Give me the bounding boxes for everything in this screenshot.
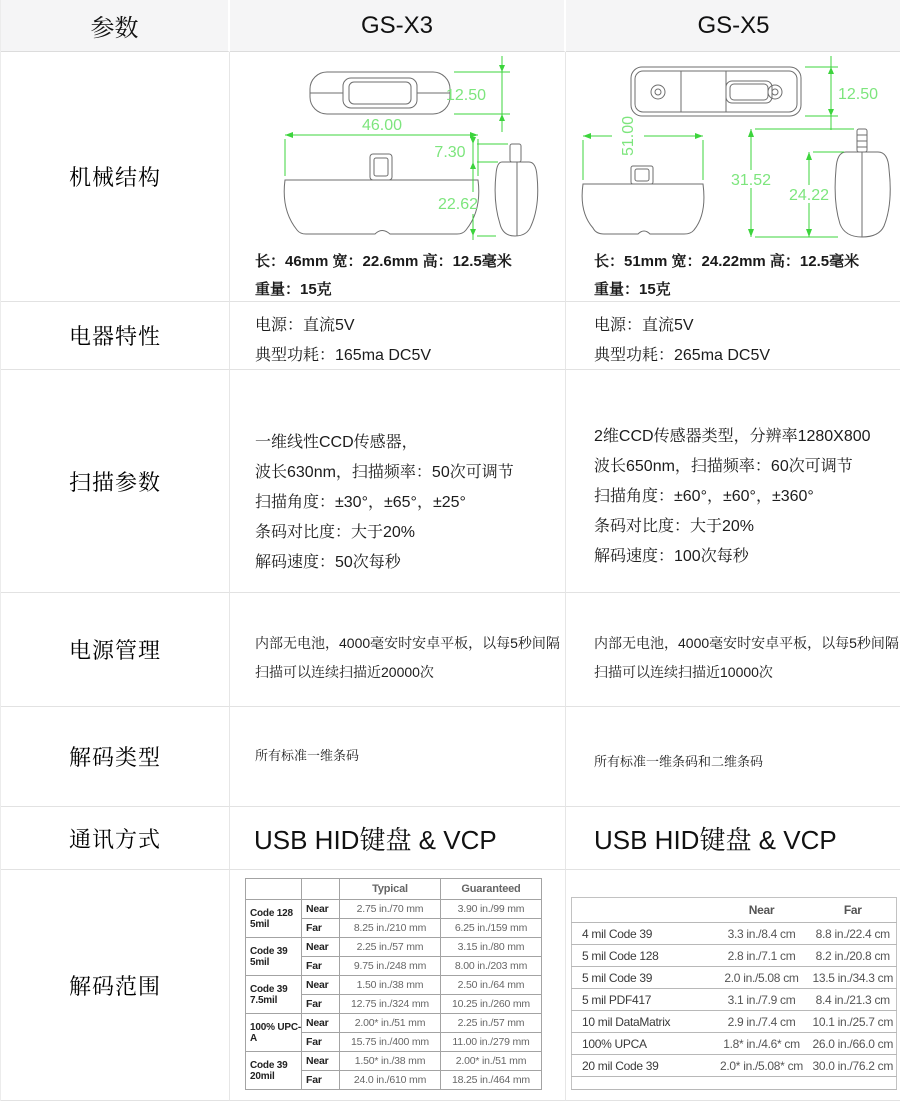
near-label: Near <box>302 1014 340 1033</box>
x5-far-value: 8.4 in./21.3 cm <box>815 992 890 1007</box>
x5-far-value: 8.2 in./20.8 cm <box>815 948 890 963</box>
x5-near-value: 2.0 in./5.08 cm <box>724 970 799 985</box>
row-label-mechanical <box>1 52 230 302</box>
x5-near-value: 1.8* in./4.6* cm <box>723 1036 800 1051</box>
communication-x3-cell <box>230 807 566 870</box>
x3-range-value: 2.75 in./70 mm <box>340 900 441 919</box>
x5-near-value: 2.0* in./5.08* cm <box>720 1058 803 1073</box>
row-label-decode-type <box>1 707 230 807</box>
x5-range-row <box>572 1055 897 1077</box>
x3-range-value: 9.75 in./248 mm <box>340 957 441 976</box>
near-label: Near <box>302 900 340 919</box>
x3-decode-speed-line: 解码速度：50次每秒 <box>255 554 401 571</box>
x5-side-view <box>835 129 890 237</box>
x3-dim-height-value: 12.50 <box>445 87 487 104</box>
scanning-x3-cell <box>230 370 566 593</box>
decode-type-x3-cell <box>230 707 566 807</box>
x5-top-view <box>631 67 801 116</box>
header-gs-x5 <box>566 0 900 52</box>
near-label: Near <box>302 1052 340 1071</box>
header-param-label: 参数 <box>90 15 139 42</box>
x5-battery-line-1: 内部无电池，4000毫安时安卓平板，以每5秒间隔 <box>594 635 899 651</box>
x5-range-row <box>572 923 897 945</box>
far-label: Far <box>302 995 340 1014</box>
x5-far-value: 30.0 in./76.2 cm <box>812 1058 894 1073</box>
x5-power-consumption: 典型功耗：265ma DC5V <box>594 347 771 364</box>
x3-range-row <box>246 900 542 919</box>
x3-range-value: 15.75 in./400 mm <box>340 1033 441 1052</box>
x3-range-value: 18.25 in./464 mm <box>441 1071 542 1090</box>
x3-col-guaranteed: Guaranteed <box>441 879 542 900</box>
x3-code-label: 100% UPC-A <box>246 1014 302 1052</box>
decode-range-label-text: 解码范围 <box>68 973 161 999</box>
x5-power-source: 电源：直流5V <box>594 317 694 334</box>
x5-range-row <box>572 1011 897 1033</box>
x3-code-label: Code 128 5mil <box>246 900 302 938</box>
x5-near-value: 3.3 in./8.4 cm <box>727 926 796 941</box>
x5-sensor-line: 2维CCD传感器类型，分辨率1280X800 <box>594 428 871 445</box>
x5-code-label: 4 mil Code 39 <box>582 926 653 941</box>
x5-range-row <box>572 967 897 989</box>
spacer-cell <box>714 1077 810 1090</box>
communication-x5-cell <box>566 807 900 870</box>
x5-range-row <box>572 989 897 1011</box>
x5-dim-length-value: 51.00 <box>620 115 637 157</box>
x3-sensor-line: 一维线性CCD传感器， <box>255 434 418 451</box>
x5-dim-length <box>583 116 703 180</box>
header-gs-x5-label: GS-X5 <box>697 11 770 39</box>
x5-range-row <box>572 945 897 967</box>
x5-dimensions-text <box>594 248 859 304</box>
row-label-scanning <box>1 370 230 593</box>
x3-range-header-row <box>246 879 542 900</box>
spacer-cell <box>810 1077 897 1090</box>
x3-decode-range-table <box>245 878 542 1090</box>
x3-range-value: 2.25 in./57 mm <box>340 938 441 957</box>
mechanical-x3-cell <box>230 52 566 302</box>
x3-range-value: 10.25 in./260 mm <box>441 995 542 1014</box>
x5-code-label: 20 mil Code 39 <box>582 1058 659 1073</box>
x3-range-value: 2.00* in./51 mm <box>441 1052 542 1071</box>
x5-decode-type-text: 所有标准一维条码和二维条码 <box>594 754 764 769</box>
scanning-x5-cell <box>566 370 900 593</box>
x3-dim-body-value: 22.62 <box>437 196 479 213</box>
x3-battery-line-1: 内部无电池，4000毫安时安卓平板，以每5秒间隔 <box>255 635 560 651</box>
x3-code-label: Code 39 7.5mil <box>246 976 302 1014</box>
near-label: Near <box>302 938 340 957</box>
x5-far-value: 26.0 in./66.0 cm <box>812 1036 894 1051</box>
x5-range-filler-row <box>572 1077 897 1090</box>
x5-near-value: 2.9 in./7.4 cm <box>727 1014 796 1029</box>
x5-scan-angle-line: 扫描角度：±60°，±60°，±360° <box>594 488 814 505</box>
x3-range-value: 3.90 in./99 mm <box>441 900 542 919</box>
decode-range-x5-cell <box>566 870 900 1101</box>
power-x3-cell <box>230 593 566 707</box>
x3-top-view <box>310 72 450 114</box>
x3-code-label: Code 39 20mil <box>246 1052 302 1090</box>
x5-mechanical-drawing <box>566 54 900 249</box>
row-label-communication <box>1 807 230 870</box>
mechanical-x5-cell <box>566 52 900 302</box>
row-label-power <box>1 593 230 707</box>
x3-range-value: 12.75 in./324 mm <box>340 995 441 1014</box>
x5-code-label: 5 mil PDF417 <box>582 992 652 1007</box>
x3-power-consumption: 典型功耗：165ma DC5V <box>255 347 432 364</box>
x3-front-view <box>284 154 479 234</box>
x3-scan-angle-line: 扫描角度：±30°，±65°，±25° <box>255 494 466 511</box>
x3-range-value: 1.50 in./38 mm <box>340 976 441 995</box>
x5-code-label: 10 mil DataMatrix <box>582 1014 671 1029</box>
decode-range-x3-cell <box>230 870 566 1101</box>
x5-dim-height <box>805 56 878 130</box>
x3-range-row <box>246 976 542 995</box>
x5-range-header-row <box>572 898 897 923</box>
x5-interface-text: USB HID键盘 & VCP <box>594 824 837 855</box>
x5-range-row <box>572 1033 897 1055</box>
x5-dim-total-value: 31.52 <box>730 172 772 189</box>
x5-front-view <box>582 166 704 234</box>
x3-col-typical: Typical <box>340 879 441 900</box>
x5-far-value: 13.5 in./34.3 cm <box>812 970 894 985</box>
x3-code-label: Code 39 5mil <box>246 938 302 976</box>
x5-far-value: 8.8 in./22.4 cm <box>815 926 890 941</box>
far-label: Far <box>302 919 340 938</box>
x3-size-line: 长：46mm 宽：22.6mm 高：12.5毫米 <box>255 253 512 270</box>
decode-type-label-text: 解码类型 <box>68 745 161 770</box>
x3-range-value: 11.00 in./279 mm <box>441 1033 542 1052</box>
x3-dim-height <box>446 56 510 132</box>
far-label: Far <box>302 1071 340 1090</box>
far-label: Far <box>302 957 340 976</box>
x5-code-label: 5 mil Code 39 <box>582 970 653 985</box>
spacer-cell <box>302 879 340 900</box>
mechanical-label-text: 机械结构 <box>68 165 161 190</box>
x5-size-line: 长：51mm 宽：24.22mm 高：12.5毫米 <box>594 253 860 270</box>
x3-contrast-line: 条码对比度：大于20% <box>255 524 416 541</box>
x5-wavelength-line: 波长650nm，扫描频率：60次可调节 <box>594 458 853 475</box>
x5-code-label: 100% UPCA <box>582 1036 647 1051</box>
x3-battery-line-2: 扫描可以连续扫描近20000次 <box>255 664 434 680</box>
x3-dim-plug-value: 7.30 <box>434 144 466 161</box>
x5-code-label: 5 mil Code 128 <box>582 948 659 963</box>
x5-battery-line-2: 扫描可以连续扫描近10000次 <box>594 664 773 680</box>
near-label: Near <box>302 976 340 995</box>
header-gs-x3 <box>230 0 566 52</box>
spacer-cell <box>246 879 302 900</box>
x5-far-value: 10.1 in./25.7 cm <box>812 1014 894 1029</box>
header-gs-x3-label: GS-X3 <box>360 11 434 39</box>
x3-range-value: 2.50 in./64 mm <box>441 976 542 995</box>
spacer-cell <box>572 1077 714 1090</box>
x5-weight-line: 重量：15克 <box>594 281 671 298</box>
scanning-label-text: 扫描参数 <box>68 469 161 495</box>
x3-range-value: 24.0 in./610 mm <box>340 1071 441 1090</box>
x5-col-near: Near <box>748 903 775 917</box>
x3-range-value: 3.15 in./80 mm <box>441 938 542 957</box>
x3-range-value: 8.25 in./210 mm <box>340 919 441 938</box>
x5-decode-range-table <box>571 897 897 1090</box>
x3-side-view <box>495 144 538 236</box>
x3-dimensions-text <box>255 248 512 304</box>
power-label-text: 电源管理 <box>68 638 161 663</box>
x5-near-value: 3.1 in./7.9 cm <box>727 992 796 1007</box>
x3-power-source: 电源：直流5V <box>255 317 355 334</box>
spacer-cell <box>572 898 714 923</box>
x5-dim-height-value: 12.50 <box>838 86 879 103</box>
x5-decode-speed-line: 解码速度：100次每秒 <box>594 548 749 565</box>
x3-wavelength-line: 波长630nm，扫描频率：50次可调节 <box>255 464 514 481</box>
row-label-electrical <box>1 302 230 370</box>
electrical-label-text: 电器特性 <box>68 324 161 349</box>
x3-range-row <box>246 1052 542 1071</box>
x5-col-far: Far <box>843 903 862 917</box>
x3-mechanical-drawing <box>230 54 566 249</box>
row-label-decode-range <box>1 870 230 1101</box>
far-label: Far <box>302 1033 340 1052</box>
power-x5-cell <box>566 593 900 707</box>
x5-dim-body-value: 24.22 <box>788 187 830 204</box>
x3-weight-line: 重量：15克 <box>255 281 332 298</box>
x5-near-value: 2.8 in./7.1 cm <box>727 948 796 963</box>
x3-range-row <box>246 1014 542 1033</box>
x3-dim-length-value: 46.00 <box>361 117 403 134</box>
decode-type-x5-cell <box>566 707 900 807</box>
x3-decode-type-text: 所有标准一维条码 <box>255 748 360 763</box>
x3-range-value: 1.50* in./38 mm <box>340 1052 441 1071</box>
electrical-x3-cell <box>230 302 566 370</box>
x3-dim-side <box>434 137 508 240</box>
x3-range-value: 8.00 in./203 mm <box>441 957 542 976</box>
header-param <box>1 0 230 52</box>
electrical-x5-cell <box>566 302 900 370</box>
x3-interface-text: USB HID键盘 & VCP <box>254 824 497 855</box>
x3-range-value: 2.00* in./51 mm <box>340 1014 441 1033</box>
x3-range-value: 2.25 in./57 mm <box>441 1014 542 1033</box>
x3-range-value: 6.25 in./159 mm <box>441 919 542 938</box>
x5-contrast-line: 条码对比度：大于20% <box>594 518 755 535</box>
communication-label-text: 通讯方式 <box>68 826 161 852</box>
x3-range-row <box>246 938 542 957</box>
